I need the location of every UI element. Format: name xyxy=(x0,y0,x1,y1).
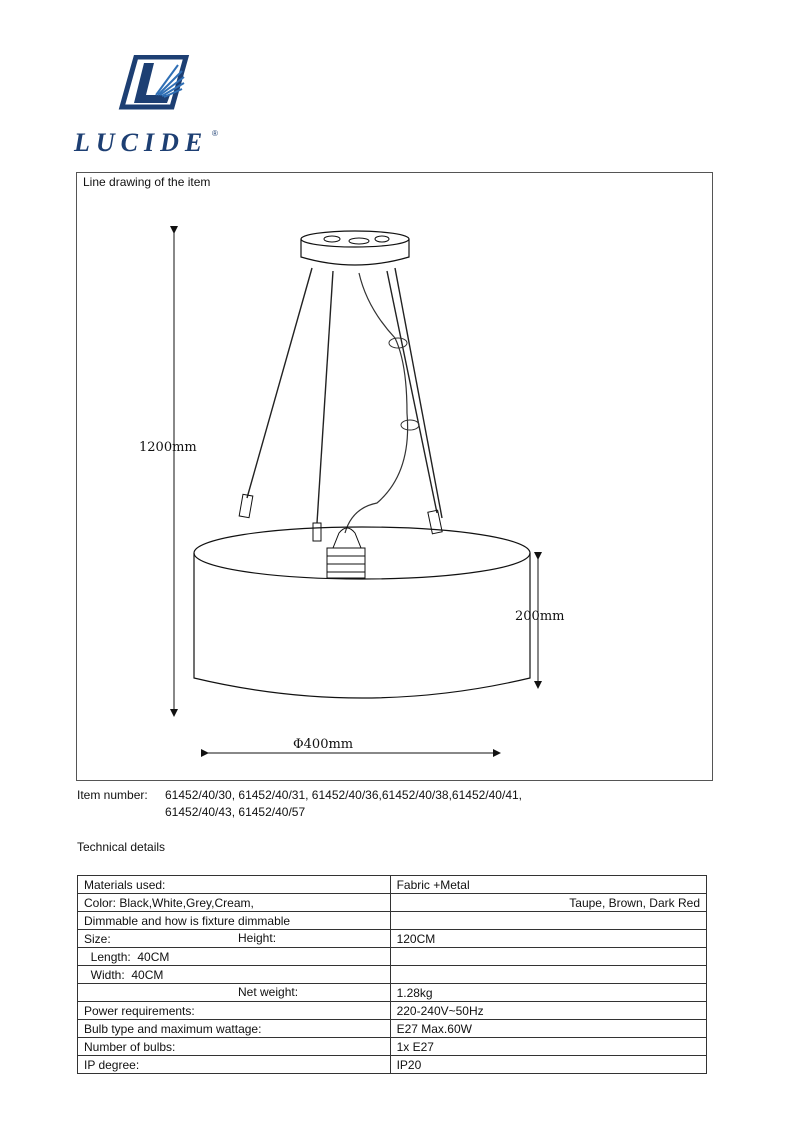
technical-details-table xyxy=(77,875,707,1074)
table-row xyxy=(78,948,707,966)
width-label: Width: 40CM xyxy=(78,966,391,984)
net-weight-value: 1.28kg xyxy=(390,984,706,1002)
bulb-label: Bulb type and maximum wattage: xyxy=(78,1020,391,1038)
table-row xyxy=(78,912,707,930)
pendant-lamp-drawing xyxy=(77,173,714,782)
table-row xyxy=(78,1038,707,1056)
table-row xyxy=(78,966,707,984)
table-row xyxy=(78,876,707,894)
length-label: Length: 40CM xyxy=(78,948,391,966)
net-weight-label: Net weight: xyxy=(238,985,299,999)
table-row xyxy=(78,894,707,912)
dimmable-label: Dimmable and how is fixture dimmable xyxy=(78,912,391,930)
materials-value: Fabric +Metal xyxy=(390,876,706,894)
dimmable-value xyxy=(390,912,706,930)
table-row xyxy=(78,984,707,1002)
color-value: Taupe, Brown, Dark Red xyxy=(390,894,706,912)
power-label: Power requirements: xyxy=(78,1002,391,1020)
table-row xyxy=(78,1056,707,1074)
dim-height-shade: 200mm xyxy=(515,609,565,624)
ip-value: IP20 xyxy=(390,1056,706,1074)
brand-reg-mark: ® xyxy=(212,129,218,138)
size-label: Size: xyxy=(84,931,111,946)
table-row xyxy=(78,930,707,948)
height-label: Height: xyxy=(238,931,277,945)
height-value: 120CM xyxy=(390,930,706,948)
item-number-line2: 61452/40/43, 61452/40/57 xyxy=(165,805,306,819)
technical-details-title: Technical details xyxy=(77,840,166,854)
ip-label: IP degree: xyxy=(78,1056,391,1074)
item-number-label: Item number: xyxy=(77,788,148,802)
materials-label: Materials used: xyxy=(78,876,391,894)
dim-diameter: Φ400mm xyxy=(293,737,354,752)
num-bulbs-label: Number of bulbs: xyxy=(78,1038,391,1056)
item-number-block xyxy=(77,787,522,821)
bulb-value: E27 Max.60W xyxy=(390,1020,706,1038)
net-weight-cell xyxy=(78,984,391,1002)
brand-name: LUCIDE xyxy=(74,128,209,157)
line-drawing-panel xyxy=(76,172,713,781)
table-row xyxy=(78,1002,707,1020)
num-bulbs-value: 1x E27 xyxy=(390,1038,706,1056)
size-cell xyxy=(78,930,391,948)
table-row xyxy=(78,1020,707,1038)
dim-height-total: 1200mm xyxy=(139,440,197,455)
drawing-caption: Line drawing of the item xyxy=(83,175,211,189)
power-value: 220-240V~50Hz xyxy=(390,1002,706,1020)
item-number-line1: 61452/40/30, 61452/40/31, 61452/40/36,61452/40/38,61452/40/41, xyxy=(165,788,522,802)
color-label: Color: Black,White,Grey,Cream, xyxy=(78,894,391,912)
